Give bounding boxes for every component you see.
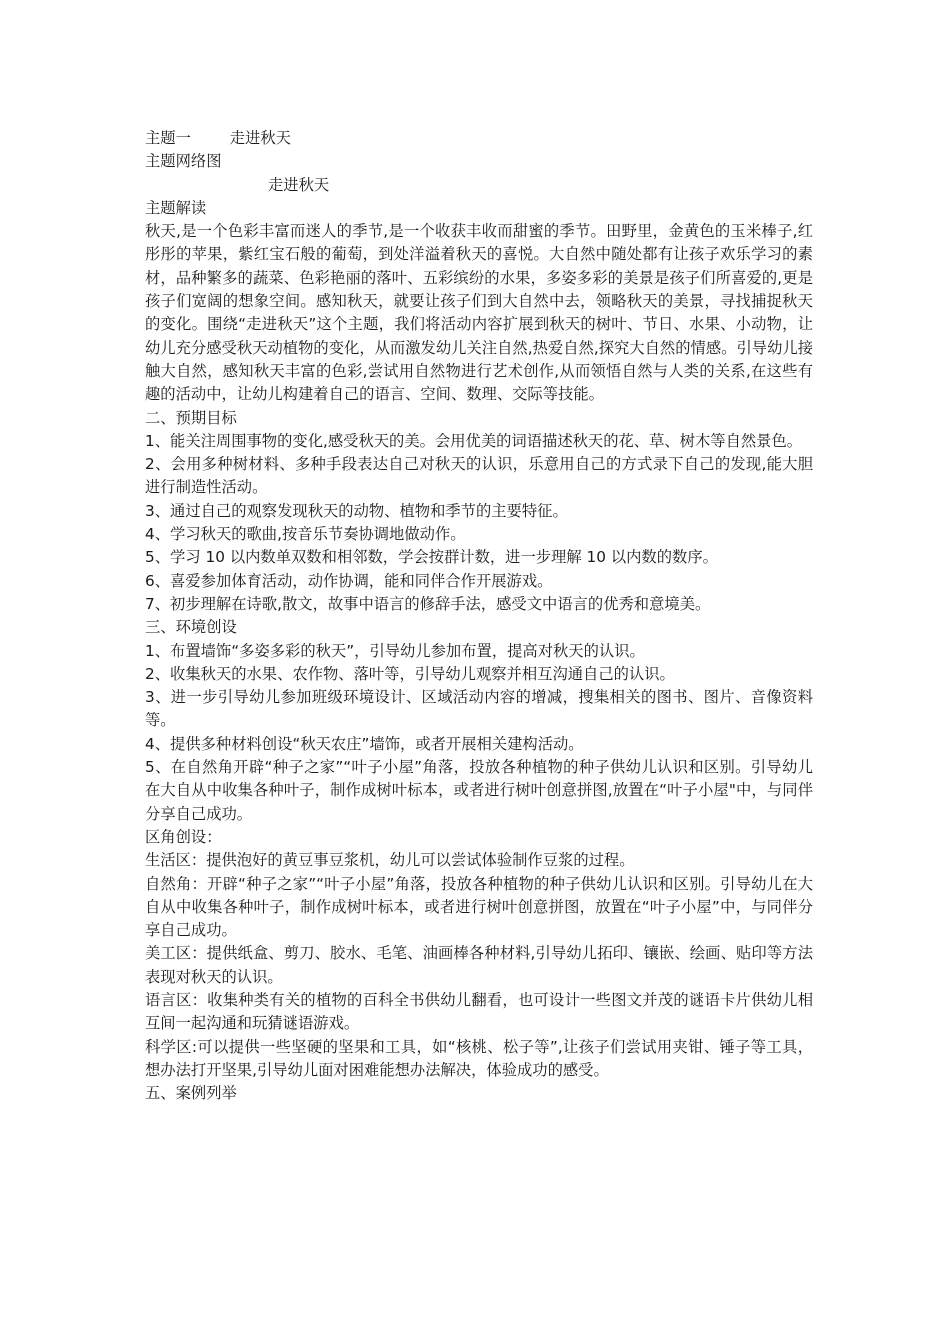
environment-item: 3、进一步引导幼儿参加班级环境设计、区域活动内容的增减，搜集相关的图书、图片、音像资料等。 (145, 688, 813, 730)
goal-item: 5、学习 10 以内数单双数和相邻数，学会按群计数，进一步理解 10 以内数的数序。 (145, 548, 718, 567)
goal-item: 2、会用多种树材料、多种手段表达自己对秋天的认识，乐意用自己的方式录下自己的发现,能大胆进行制造性活动。 (145, 455, 813, 497)
goal-item: 7、初步理解在诗歌,散文，故事中语言的修辞手法，感受文中语言的优秀和意境美。 (145, 594, 711, 613)
area-item: 科学区:可以提供一些坚硬的坚果和工具，如“核桃、松子等”,让孩子们尝试用夹钳、锤子等工具，想办法打开坚果,引导幼儿面对困难能想办法解决，体验成功的感受。 (145, 1037, 813, 1079)
network-label: 主题网络图 (145, 152, 222, 171)
area-item: 美工区：提供纸盒、剪刀、胶水、毛笔、油画棒各种材料,引导幼儿拓印、镶嵌、绘画、贴印等方法表现对秋天的认识。 (145, 944, 813, 986)
goal-item: 4、学习秋天的歌曲,按音乐节奏协调地做动作。 (145, 525, 466, 544)
environment-item: 2、收集秋天的水果、农作物、落叶等，引导幼儿观察并相互沟通自己的认识。 (145, 664, 675, 683)
area-item: 语言区：收集种类有关的植物的百科全书供幼儿翻看，也可设计一些图文并茂的谜语卡片供幼儿相互间一起沟通和玩猜谜语游戏。 (145, 990, 813, 1033)
environment-item: 5、在自然角开辟“种子之家”“叶子小屋”角落，投放各种植物的种子供幼儿认识和区别。引导幼儿在大自从中收集各种叶子，制作成树叶标本，或者进行树叶创意拼图,放置在“叶子小屋"中，与同伴分享自己成功。 (145, 758, 813, 823)
environment-item: 1、布置墙饰“多姿多彩的秋天”，引导幼儿参加布置，提高对秋天的认识。 (145, 641, 645, 660)
environment-heading: 三、环境创设 (145, 618, 237, 637)
environment-item: 4、提供多种材料创设“秋天农庄”墙饰，或者开展相关建构活动。 (145, 734, 584, 753)
network-center-title: 走进秋天 (268, 175, 330, 194)
goal-item: 6、喜爱参加体育活动，动作协调，能和同伴合作开展游戏。 (145, 571, 553, 590)
interpretation-label: 主题解读 (145, 198, 207, 217)
goal-item: 3、通过自己的观察发现秋天的动物、植物和季节的主要特征。 (145, 501, 568, 520)
goal-item: 1、能关注周围事物的变化,感受秋天的美。会用优美的词语描述秋天的花、草、树木等自然景色。 (145, 431, 803, 450)
area-heading: 区角创设： (145, 827, 222, 846)
area-item: 生活区：提供泡好的黄豆事豆浆机，幼儿可以尝试体验制作豆浆的过程。 (145, 851, 635, 870)
cases-heading: 五、案例列举 (145, 1084, 237, 1103)
theme-title: 主题一 走进秋天 (145, 129, 291, 147)
goals-heading: 二、预期目标 (145, 408, 237, 427)
area-item: 自然角：开辟“种子之家”“叶子小屋”角落，投放各种植物的种子供幼儿认识和区别。引导幼儿在大自从中收集各种叶子，制作成树叶标本，或者进行树叶创意拼图，放置在“叶子小屋”中，与同伴分享自己成功。 (145, 874, 813, 940)
interpretation-paragraph: 秋天,是一个色彩丰富而迷人的季节,是一个收获丰收而甜蜜的季节。田野里，金黄色的玉米棒子,红彤彤的苹果，紫红宝石般的葡萄，到处洋溢着秋天的喜悦。大自然中随处都有让孩子欢乐学习的素材，品种繁多的蔬菜、色彩艳丽的落叶、五彩缤纷的水果，多姿多彩的美景是孩子们所喜爱的,更是孩子们宽阔的想象空间。感知秋天，就要让孩子们到大自然中去，领略秋天的美景，寻找捕捉秋天的变化。围绕“走进秋天”这个主题，我们将活动内容扩展到秋天的树叶、节日、水果、小动物，让幼儿充分感受秋天动植物的变化，从而激发幼儿关注自然,热爱自然,探究大自然的情感。引导幼儿接触大自然，感知秋天丰富的色彩,尝试用自然物进行艺术创作,从而领悟自然与人类的关系,在这些有趣的活动中，让幼儿构建着自己的语言、空间、数理、交际等技能。 (145, 222, 813, 404)
document-body (145, 127, 813, 1105)
